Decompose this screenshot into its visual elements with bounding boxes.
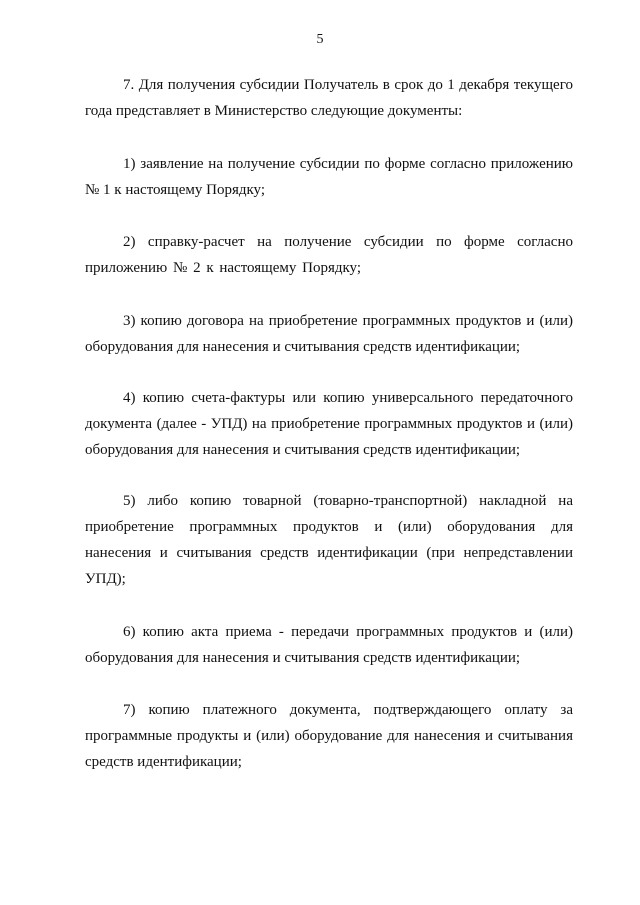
list-item-4: 4) копию счета-фактуры или копию универсального передаточного документа (далее - УПД) на приобретение программных продуктов и (или) оборудования для нанесения и считывания средств идентификации; (85, 390, 573, 458)
list-item-1: 1) заявление на получение субсидии по форме согласно приложению № 1 к настоящему Порядку; (85, 156, 573, 198)
list-item-7: 7) копию платежного документа, подтверждающего оплату за программные продукты и (или) оборудование для нанесения и считывания средств идентификации; (85, 702, 573, 770)
list-item-2: 2) справку-расчет на получение субсидии по форме согласно приложению № 2 к настоящему Порядку; (85, 234, 573, 276)
list-item-3: 3) копию договора на приобретение программных продуктов и (или) оборудования для нанесения и считывания средств идентификации; (85, 313, 573, 355)
list-item-6: 6) копию акта приема - передачи программных продуктов и (или) оборудования для нанесения и считывания средств идентификации; (85, 624, 573, 666)
list-item-5: 5) либо копию товарной (товарно-транспортной) накладной на приобретение программных продуктов и (или) оборудования для нанесения и считывания средств идентификации (при непредставлении УПД); (85, 493, 573, 587)
paragraph-7-intro: 7. Для получения субсидии Получатель в срок до 1 декабря текущего года представляет в Министерство следующие документы: (85, 77, 573, 119)
page-number: 5 (316, 32, 324, 47)
